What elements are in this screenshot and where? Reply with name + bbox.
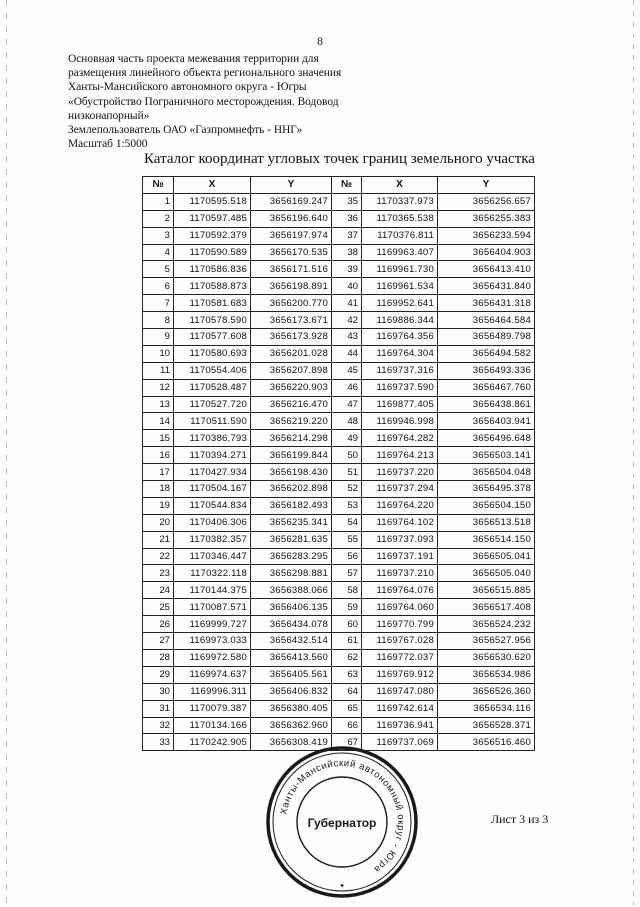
- table-row: [143, 717, 535, 734]
- x-coordinate-cell: 1169974.637: [174, 666, 251, 683]
- y-coordinate-cell: 3656200.770: [251, 295, 332, 312]
- x-coordinate-cell: 1169737.093: [362, 531, 438, 548]
- x-coordinate-cell: 1170578.590: [174, 312, 251, 329]
- y-coordinate-cell: 3656516.460: [438, 734, 535, 751]
- table-header-row: [143, 177, 535, 194]
- point-number-cell: 38: [332, 244, 362, 261]
- point-number-cell: 19: [143, 497, 174, 514]
- y-coordinate-cell: 3656170.535: [251, 244, 332, 261]
- y-coordinate-cell: 3656526.360: [438, 683, 535, 700]
- document-header: [68, 52, 388, 151]
- table-row: [143, 362, 535, 379]
- point-number-cell: 45: [332, 362, 362, 379]
- point-number-cell: 27: [143, 633, 174, 650]
- point-number-cell: 14: [143, 413, 174, 430]
- x-coordinate-cell: 1169772.037: [362, 649, 438, 666]
- y-coordinate-cell: 3656214.298: [251, 430, 332, 447]
- y-coordinate-cell: 3656494.582: [438, 345, 535, 362]
- table-row: [143, 565, 535, 582]
- y-coordinate-cell: 3656388.066: [251, 582, 332, 599]
- y-coordinate-cell: 3656173.928: [251, 329, 332, 346]
- table-row: [143, 666, 535, 683]
- point-number-cell: 59: [332, 599, 362, 616]
- y-coordinate-cell: 3656431.318: [438, 295, 535, 312]
- scan-edge-left: [6, 0, 7, 905]
- point-number-cell: 7: [143, 295, 174, 312]
- y-coordinate-cell: 3656197.974: [251, 227, 332, 244]
- table-row: [143, 481, 535, 498]
- header-line: низконапорный»: [68, 109, 150, 122]
- y-coordinate-cell: 3656524.232: [438, 616, 535, 633]
- point-number-cell: 24: [143, 582, 174, 599]
- point-number-cell: 6: [143, 278, 174, 295]
- y-coordinate-cell: 3656505.040: [438, 565, 535, 582]
- x-coordinate-cell: 1170597.485: [174, 210, 251, 227]
- x-coordinate-cell: 1170427.934: [174, 464, 251, 481]
- table-row: [143, 312, 535, 329]
- x-coordinate-cell: 1170577.608: [174, 329, 251, 346]
- x-coordinate-cell: 1169886.344: [362, 312, 438, 329]
- header-line: Землепользователь ОАО «Газпромнефть - ННГ»: [68, 124, 303, 137]
- x-coordinate-cell: 1170595.518: [174, 193, 251, 210]
- table-row: [143, 649, 535, 666]
- point-number-cell: 8: [143, 312, 174, 329]
- x-coordinate-cell: 1170144.375: [174, 582, 251, 599]
- y-coordinate-cell: 3656432.514: [251, 633, 332, 650]
- y-coordinate-cell: 3656406.832: [251, 683, 332, 700]
- point-number-cell: 21: [143, 531, 174, 548]
- y-coordinate-cell: 3656233.594: [438, 227, 535, 244]
- y-coordinate-cell: 3656405.561: [251, 666, 332, 683]
- point-number-cell: 60: [332, 616, 362, 633]
- y-coordinate-cell: 3656434.078: [251, 616, 332, 633]
- x-coordinate-cell: 1169963.407: [362, 244, 438, 261]
- y-coordinate-cell: 3656256.657: [438, 193, 535, 210]
- y-coordinate-cell: 3656493.336: [438, 362, 535, 379]
- y-coordinate-cell: 3656199.844: [251, 447, 332, 464]
- column-header-x: X: [174, 177, 251, 194]
- point-number-cell: 53: [332, 497, 362, 514]
- y-coordinate-cell: 3656202.898: [251, 481, 332, 498]
- header-line: Масштаб 1:5000: [68, 138, 148, 151]
- x-coordinate-cell: 1170365.538: [362, 210, 438, 227]
- header-line: Ханты-Мансийского автономного округа - Югры: [68, 81, 307, 94]
- y-coordinate-cell: 3656534.986: [438, 666, 535, 683]
- x-coordinate-cell: 1169770.799: [362, 616, 438, 633]
- x-coordinate-cell: 1170554.406: [174, 362, 251, 379]
- x-coordinate-cell: 1169737.590: [362, 379, 438, 396]
- header-line: Основная часть проекта межевания территории для: [68, 53, 319, 65]
- point-number-cell: 33: [143, 734, 174, 751]
- point-number-cell: 67: [332, 734, 362, 751]
- y-coordinate-cell: 3656504.048: [438, 464, 535, 481]
- x-coordinate-cell: 1170590.589: [174, 244, 251, 261]
- y-coordinate-cell: 3656467.760: [438, 379, 535, 396]
- y-coordinate-cell: 3656495.378: [438, 481, 535, 498]
- point-number-cell: 55: [332, 531, 362, 548]
- point-number-cell: 43: [332, 329, 362, 346]
- table-row: [143, 329, 535, 346]
- x-coordinate-cell: 1169764.356: [362, 329, 438, 346]
- point-number-cell: 37: [332, 227, 362, 244]
- x-coordinate-cell: 1169769.912: [362, 666, 438, 683]
- y-coordinate-cell: 3656255.383: [438, 210, 535, 227]
- y-coordinate-cell: 3656207.898: [251, 362, 332, 379]
- x-coordinate-cell: 1170242.905: [174, 734, 251, 751]
- y-coordinate-cell: 3656403.941: [438, 413, 535, 430]
- x-coordinate-cell: 1169737.220: [362, 464, 438, 481]
- y-coordinate-cell: 3656406.135: [251, 599, 332, 616]
- coordinates-table: [142, 176, 535, 751]
- column-header-y: Y: [438, 177, 535, 194]
- x-coordinate-cell: 1169737.316: [362, 362, 438, 379]
- point-number-cell: 2: [143, 210, 174, 227]
- point-number-cell: 35: [332, 193, 362, 210]
- point-number-cell: 9: [143, 329, 174, 346]
- point-number-cell: 4: [143, 244, 174, 261]
- x-coordinate-cell: 1169999.727: [174, 616, 251, 633]
- y-coordinate-cell: 3656196.640: [251, 210, 332, 227]
- table-row: [143, 700, 535, 717]
- x-coordinate-cell: 1169747.080: [362, 683, 438, 700]
- x-coordinate-cell: 1170079.387: [174, 700, 251, 717]
- y-coordinate-cell: 3656528.371: [438, 717, 535, 734]
- y-coordinate-cell: 3656530.620: [438, 649, 535, 666]
- x-coordinate-cell: 1169952.641: [362, 295, 438, 312]
- y-coordinate-cell: 3656216.470: [251, 396, 332, 413]
- x-coordinate-cell: 1169946.998: [362, 413, 438, 430]
- x-coordinate-cell: 1169736.941: [362, 717, 438, 734]
- y-coordinate-cell: 3656298.881: [251, 565, 332, 582]
- column-header-number: №: [332, 177, 362, 194]
- y-coordinate-cell: 3656362.960: [251, 717, 332, 734]
- point-number-cell: 54: [332, 514, 362, 531]
- table-row: [143, 683, 535, 700]
- point-number-cell: 64: [332, 683, 362, 700]
- table-row: [143, 413, 535, 430]
- point-number-cell: 49: [332, 430, 362, 447]
- point-number-cell: 32: [143, 717, 174, 734]
- table-row: [143, 278, 535, 295]
- point-number-cell: 17: [143, 464, 174, 481]
- y-coordinate-cell: 3656173.671: [251, 312, 332, 329]
- table-row: [143, 447, 535, 464]
- table-row: [143, 345, 535, 362]
- x-coordinate-cell: 1169996.311: [174, 683, 251, 700]
- y-coordinate-cell: 3656404.903: [438, 244, 535, 261]
- catalog-title: Каталог координат угловых точек границ земельного участка: [144, 151, 535, 167]
- y-coordinate-cell: 3656413.560: [251, 649, 332, 666]
- point-number-cell: 31: [143, 700, 174, 717]
- column-header-y: Y: [251, 177, 332, 194]
- y-coordinate-cell: 3656182.493: [251, 497, 332, 514]
- y-coordinate-cell: 3656220.903: [251, 379, 332, 396]
- y-coordinate-cell: 3656513.518: [438, 514, 535, 531]
- y-coordinate-cell: 3656198.430: [251, 464, 332, 481]
- scan-edge-right: [633, 0, 634, 905]
- point-number-cell: 40: [332, 278, 362, 295]
- x-coordinate-cell: 1170586.836: [174, 261, 251, 278]
- table-row: [143, 514, 535, 531]
- table-row: [143, 379, 535, 396]
- x-coordinate-cell: 1170588.873: [174, 278, 251, 295]
- point-number-cell: 22: [143, 548, 174, 565]
- page-number: 8: [317, 34, 323, 48]
- y-coordinate-cell: 3656496.648: [438, 430, 535, 447]
- y-coordinate-cell: 3656489.798: [438, 329, 535, 346]
- point-number-cell: 51: [332, 464, 362, 481]
- point-number-cell: 29: [143, 666, 174, 683]
- point-number-cell: 48: [332, 413, 362, 430]
- point-number-cell: 1: [143, 193, 174, 210]
- x-coordinate-cell: 1169764.304: [362, 345, 438, 362]
- x-coordinate-cell: 1169742.614: [362, 700, 438, 717]
- table-row: [143, 633, 535, 650]
- coordinates-table-body: [143, 193, 535, 750]
- x-coordinate-cell: 1170580.693: [174, 345, 251, 362]
- y-coordinate-cell: 3656380.405: [251, 700, 332, 717]
- point-number-cell: 11: [143, 362, 174, 379]
- y-coordinate-cell: 3656534.116: [438, 700, 535, 717]
- header-line: размещения линейного объекта регионального значения: [68, 67, 342, 80]
- point-number-cell: 23: [143, 565, 174, 582]
- seal-ring-text: Ханты-Мансийский автономный округ - Югра: [278, 757, 407, 875]
- x-coordinate-cell: 1169764.076: [362, 582, 438, 599]
- table-row: [143, 599, 535, 616]
- y-coordinate-cell: 3656504.150: [438, 497, 535, 514]
- point-number-cell: 47: [332, 396, 362, 413]
- y-coordinate-cell: 3656514.150: [438, 531, 535, 548]
- y-coordinate-cell: 3656308.419: [251, 734, 332, 751]
- point-number-cell: 44: [332, 345, 362, 362]
- y-coordinate-cell: 3656527.956: [438, 633, 535, 650]
- point-number-cell: 61: [332, 633, 362, 650]
- seal-center-text: Губернатор: [307, 816, 377, 830]
- point-number-cell: 36: [332, 210, 362, 227]
- table-row: [143, 430, 535, 447]
- point-number-cell: 28: [143, 649, 174, 666]
- x-coordinate-cell: 1169961.730: [362, 261, 438, 278]
- table-row: [143, 616, 535, 633]
- x-coordinate-cell: 1170134.166: [174, 717, 251, 734]
- x-coordinate-cell: 1170337.973: [362, 193, 438, 210]
- x-coordinate-cell: 1170581.683: [174, 295, 251, 312]
- y-coordinate-cell: 3656438.861: [438, 396, 535, 413]
- x-coordinate-cell: 1169737.210: [362, 565, 438, 582]
- table-row: [143, 548, 535, 565]
- point-number-cell: 57: [332, 565, 362, 582]
- point-number-cell: 13: [143, 396, 174, 413]
- point-number-cell: 15: [143, 430, 174, 447]
- x-coordinate-cell: 1170394.271: [174, 447, 251, 464]
- point-number-cell: 65: [332, 700, 362, 717]
- x-coordinate-cell: 1170504.167: [174, 481, 251, 498]
- table-row: [143, 582, 535, 599]
- y-coordinate-cell: 3656503.141: [438, 447, 535, 464]
- table-row: [143, 193, 535, 210]
- x-coordinate-cell: 1170511.590: [174, 413, 251, 430]
- point-number-cell: 46: [332, 379, 362, 396]
- x-coordinate-cell: 1169764.102: [362, 514, 438, 531]
- sheet-counter: Лист 3 из 3: [491, 812, 549, 826]
- point-number-cell: 16: [143, 447, 174, 464]
- x-coordinate-cell: 1169737.294: [362, 481, 438, 498]
- y-coordinate-cell: 3656515.885: [438, 582, 535, 599]
- table-row: [143, 396, 535, 413]
- y-coordinate-cell: 3656464.584: [438, 312, 535, 329]
- y-coordinate-cell: 3656219.220: [251, 413, 332, 430]
- point-number-cell: 10: [143, 345, 174, 362]
- y-coordinate-cell: 3656431.840: [438, 278, 535, 295]
- table-row: [143, 227, 535, 244]
- x-coordinate-cell: 1170592.379: [174, 227, 251, 244]
- point-number-cell: 3: [143, 227, 174, 244]
- y-coordinate-cell: 3656413.410: [438, 261, 535, 278]
- y-coordinate-cell: 3656235.341: [251, 514, 332, 531]
- x-coordinate-cell: 1169961.534: [362, 278, 438, 295]
- point-number-cell: 58: [332, 582, 362, 599]
- point-number-cell: 56: [332, 548, 362, 565]
- table-row: [143, 295, 535, 312]
- seal-graphic: [262, 742, 422, 902]
- table-row: [143, 531, 535, 548]
- x-coordinate-cell: 1169972.580: [174, 649, 251, 666]
- x-coordinate-cell: 1169737.191: [362, 548, 438, 565]
- x-coordinate-cell: 1170376.811: [362, 227, 438, 244]
- y-coordinate-cell: 3656281.635: [251, 531, 332, 548]
- point-number-cell: 63: [332, 666, 362, 683]
- x-coordinate-cell: 1170406.306: [174, 514, 251, 531]
- x-coordinate-cell: 1170322.118: [174, 565, 251, 582]
- point-number-cell: 20: [143, 514, 174, 531]
- official-seal: [262, 742, 422, 902]
- y-coordinate-cell: 3656283.295: [251, 548, 332, 565]
- y-coordinate-cell: 3656171.516: [251, 261, 332, 278]
- header-line: «Обустройство Пограничного месторождения. Водовод: [68, 95, 339, 108]
- x-coordinate-cell: 1169973.033: [174, 633, 251, 650]
- point-number-cell: 52: [332, 481, 362, 498]
- y-coordinate-cell: 3656198.891: [251, 278, 332, 295]
- column-header-number: №: [143, 177, 174, 194]
- point-number-cell: 41: [332, 295, 362, 312]
- x-coordinate-cell: 1170087.571: [174, 599, 251, 616]
- point-number-cell: 66: [332, 717, 362, 734]
- table-row: [143, 464, 535, 481]
- y-coordinate-cell: 3656169.247: [251, 193, 332, 210]
- x-coordinate-cell: 1169767.028: [362, 633, 438, 650]
- x-coordinate-cell: 1170528.487: [174, 379, 251, 396]
- point-number-cell: 42: [332, 312, 362, 329]
- x-coordinate-cell: 1170382.357: [174, 531, 251, 548]
- y-coordinate-cell: 3656201.028: [251, 345, 332, 362]
- point-number-cell: 50: [332, 447, 362, 464]
- point-number-cell: 18: [143, 481, 174, 498]
- column-header-x: X: [362, 177, 438, 194]
- y-coordinate-cell: 3656505.041: [438, 548, 535, 565]
- x-coordinate-cell: 1169764.220: [362, 497, 438, 514]
- x-coordinate-cell: 1169764.282: [362, 430, 438, 447]
- x-coordinate-cell: 1169737.069: [362, 734, 438, 751]
- seal-star-icon: ✦: [339, 882, 345, 890]
- table-row: [143, 210, 535, 227]
- point-number-cell: 62: [332, 649, 362, 666]
- table-row: [143, 244, 535, 261]
- table-row: [143, 497, 535, 514]
- table-row: [143, 261, 535, 278]
- x-coordinate-cell: 1170544.834: [174, 497, 251, 514]
- point-number-cell: 26: [143, 616, 174, 633]
- y-coordinate-cell: 3656517.408: [438, 599, 535, 616]
- point-number-cell: 5: [143, 261, 174, 278]
- x-coordinate-cell: 1170527.720: [174, 396, 251, 413]
- x-coordinate-cell: 1170386.793: [174, 430, 251, 447]
- point-number-cell: 12: [143, 379, 174, 396]
- point-number-cell: 25: [143, 599, 174, 616]
- point-number-cell: 30: [143, 683, 174, 700]
- x-coordinate-cell: 1169877.405: [362, 396, 438, 413]
- x-coordinate-cell: 1170346.447: [174, 548, 251, 565]
- point-number-cell: 39: [332, 261, 362, 278]
- x-coordinate-cell: 1169764.060: [362, 599, 438, 616]
- x-coordinate-cell: 1169764.213: [362, 447, 438, 464]
